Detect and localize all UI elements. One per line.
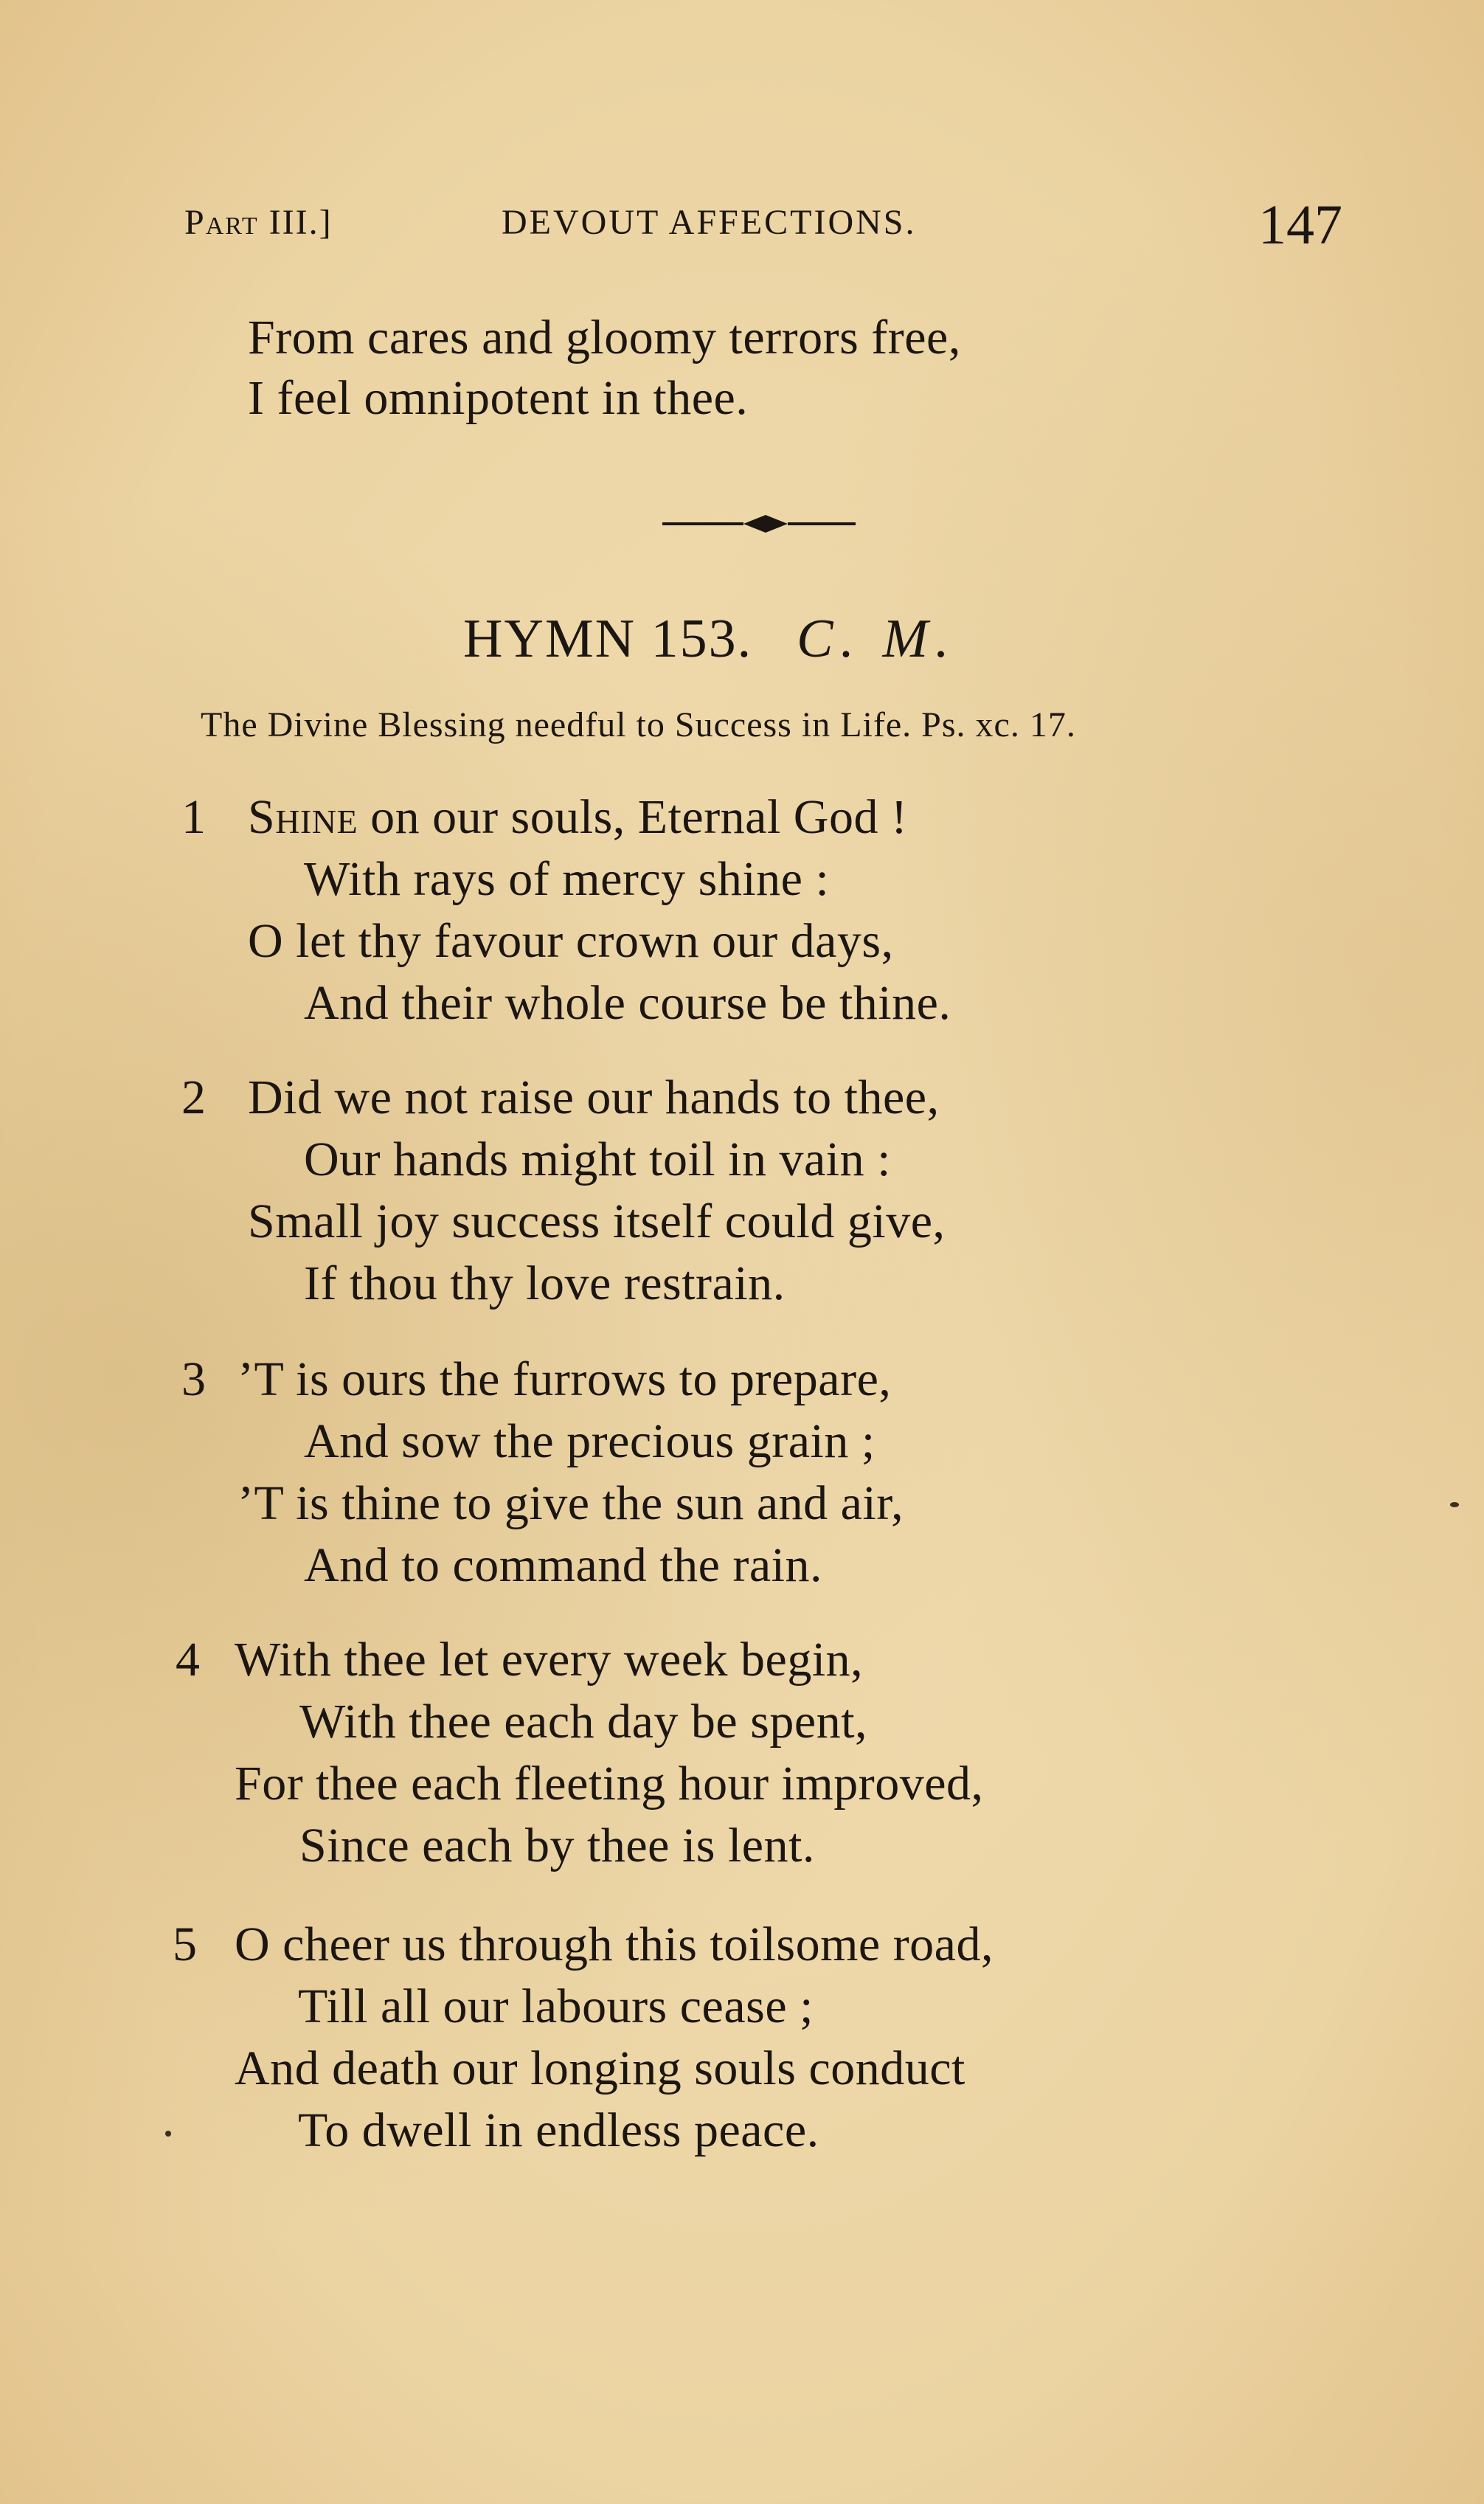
hymn-meter: C. M. — [797, 609, 957, 669]
stanza-number: 5 — [173, 1917, 197, 1971]
stanza-1-line-4: And their whole course be thine. — [304, 976, 951, 1030]
stanza-number: 1 — [181, 790, 206, 844]
stanza-number: 3 — [181, 1352, 206, 1406]
stanza-4-line-3: For thee each fleeting hour improved, — [235, 1757, 984, 1810]
paper-speck — [165, 2131, 171, 2137]
continued-line-2: I feel omnipotent in thee. — [248, 371, 749, 425]
stanza-3-line-2: And sow the precious grain ; — [304, 1414, 876, 1468]
stanza-1-line-2: With rays of mercy shine : — [304, 852, 830, 906]
hymn-title — [463, 608, 957, 671]
ornament-divider-icon — [662, 509, 856, 539]
first-word: Shine — [248, 790, 358, 844]
stanza-number: 2 — [181, 1071, 206, 1124]
stanza-5-line-1: O cheer us through this toilsome road, — [235, 1917, 994, 1971]
page-number: 147 — [1258, 194, 1342, 256]
first-line-rest: on our souls, Eternal God ! — [358, 790, 908, 844]
stanza-4-line-4: Since each by thee is lent. — [299, 1819, 815, 1872]
paper-speck — [1450, 1502, 1459, 1507]
stanza-3-line-4: And to command the rain. — [304, 1538, 823, 1592]
hymn-subtitle: The Divine Blessing needful to Success in Life. Ps. xc. 17. — [201, 705, 1076, 744]
header-title: DEVOUT AFFECTIONS. — [502, 203, 917, 242]
running-header — [184, 194, 1342, 257]
stanza-4-line-1: With thee let every week begin, — [235, 1633, 864, 1687]
stanza-5-line-3: And death our longing souls conduct — [235, 2041, 965, 2095]
stanza-3-line-1: ’T is ours the furrows to prepare, — [237, 1352, 892, 1406]
stanza-2-line-1: Did we not raise our hands to thee, — [248, 1071, 940, 1124]
hymn-number: HYMN 153. — [463, 609, 753, 669]
stanza-4-line-2: With thee each day be spent, — [299, 1695, 868, 1749]
stanza-5-line-2: Till all our labours cease ; — [298, 1979, 814, 2033]
stanza-2-line-2: Our hands might toil in vain : — [304, 1132, 891, 1186]
continued-line-1: From cares and gloomy terrors free, — [248, 311, 961, 364]
stanza-3-line-3: ’T is thine to give the sun and air, — [237, 1476, 904, 1530]
stanza-1-line-1 — [248, 789, 907, 845]
stanza-5-line-4: To dwell in endless peace. — [298, 2103, 819, 2157]
stanza-2-line-4: If thou thy love restrain. — [304, 1256, 786, 1310]
stanza-2-line-3: Small joy success itself could give, — [248, 1194, 946, 1248]
header-part: Part III.] — [184, 203, 333, 242]
stanza-number: 4 — [176, 1633, 200, 1687]
stanza-1-line-3: O let thy favour crown our days, — [248, 914, 894, 968]
